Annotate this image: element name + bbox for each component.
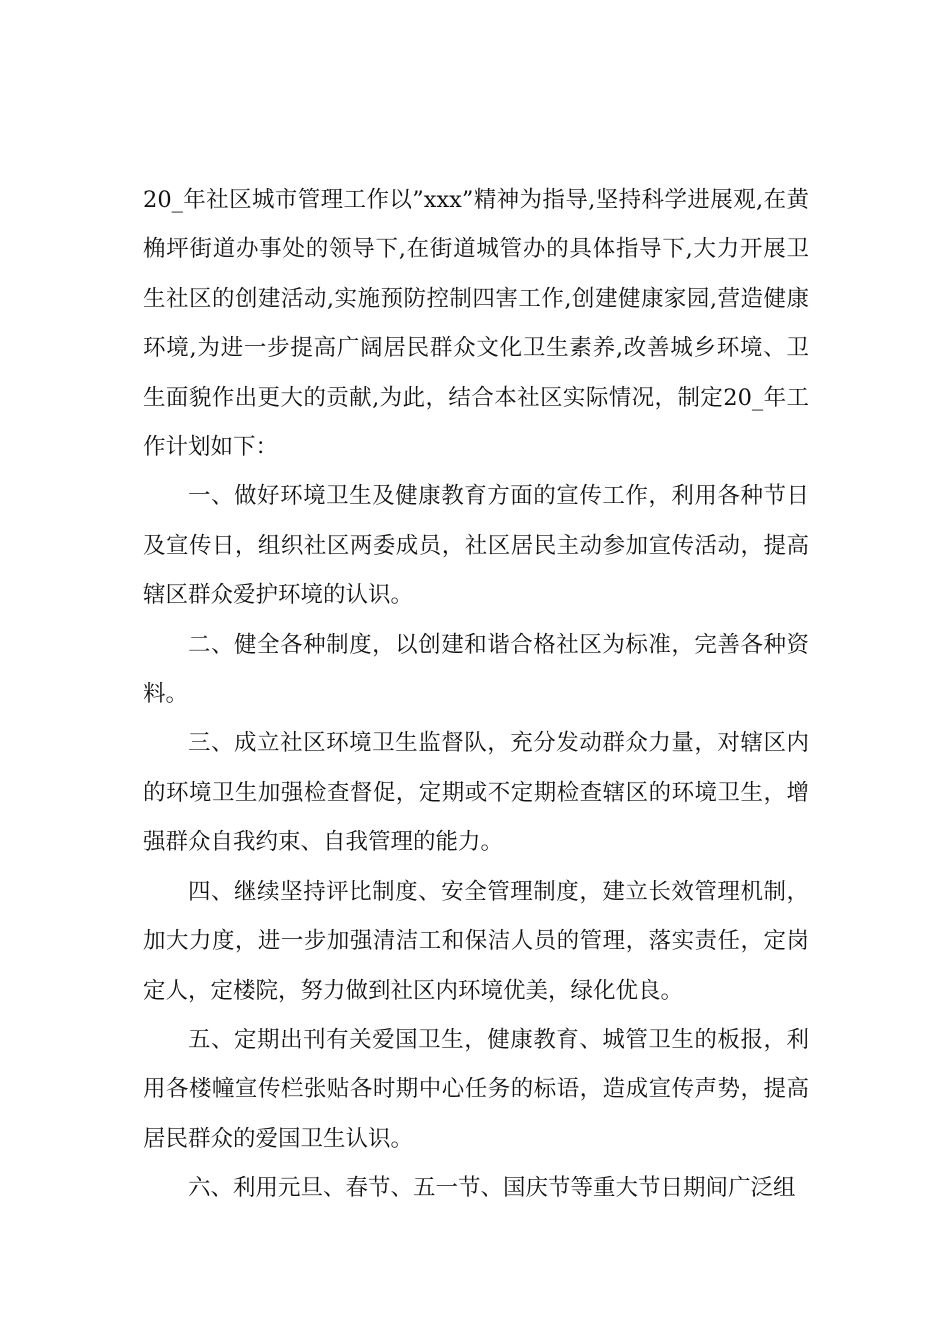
item-3-paragraph: 三、成立社区环境卫生监督队，充分发动群众力量，对辖区内的环境卫生加强检查督促，定期或不定期检查辖区的环境卫生，增强群众自我约束、自我管理的能力。	[143, 730, 809, 856]
intro-paragraph: 20_年社区城市管理工作以”xxx”精神为指导,坚持科学进展观,在黄桷坪街道办事处的领导下,在街道城管办的具体指导下,大力开展卫生社区的创建活动,实施预防控制四害工作,创建健康家园,营造健康环境,为进一步提高广阔居民群众文化卫生素养,改善城乡环境、卫生面貌作出更大的贡献,为此，结合本社区实际情况，制定20_年工作计划如下：	[143, 187, 809, 461]
document-body	[143, 176, 809, 1214]
item-4-paragraph: 四、继续坚持评比制度、安全管理制度，建立长效管理机制，加大力度，进一步加强清洁工和保洁人员的管理，落实责任，定岗定人，定楼院，努力做到社区内环境优美，绿化优良。	[143, 878, 809, 1004]
item-2-paragraph: 二、健全各种制度，以创建和谐合格社区为标准，完善各种资料。	[143, 631, 809, 708]
item-6-paragraph: 六、利用元旦、春节、五一节、国庆节等重大节日期间广泛组	[188, 1175, 796, 1202]
item-5-paragraph: 五、定期出刊有关爱国卫生，健康教育、城管卫生的板报，利用各楼幢宣传栏张贴各时期中心任务的标语，造成宣传声势，提高居民群众的爱国卫生认识。	[143, 1026, 809, 1152]
item-1-paragraph: 一、做好环境卫生及健康教育方面的宣传工作，利用各种节日及宣传日，组织社区两委成员，社区居民主动参加宣传活动，提高辖区群众爱护环境的认识。	[143, 483, 809, 609]
